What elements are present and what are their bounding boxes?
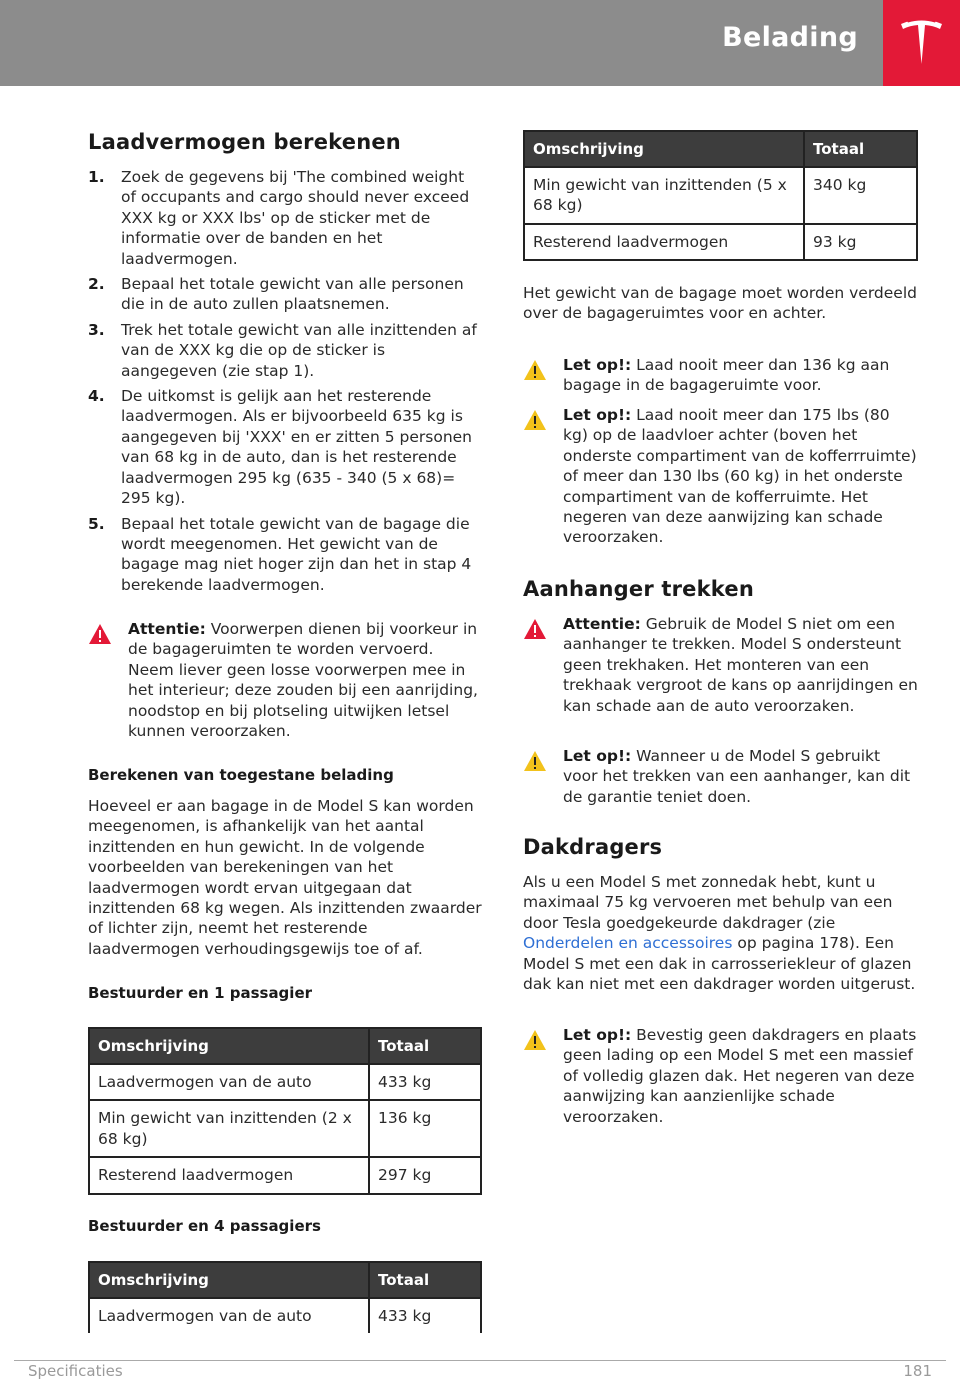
caution-note: Let op!: Bevestig geen dakdragers en plaats geen lading op een Model S met een massief of volledig glazen dak. Het negeren van deze aanwijzing kan aanzienlijke schade veroorzaken. xyxy=(523,1025,918,1127)
table-header: Totaal xyxy=(369,1262,481,1298)
table-header: Omschrijving xyxy=(89,1262,369,1298)
footer-divider xyxy=(14,1360,946,1361)
section-heading-aanhanger: Aanhanger trekken xyxy=(523,577,754,601)
table-cell: Laadvermogen van de auto xyxy=(89,1298,369,1333)
page-number: 181 xyxy=(903,1362,932,1380)
paragraph-dakdragers: Als u een Model S met zonnedak hebt, kunt u maximaal 75 kg vervoeren met behulp van een door Tesla goedgekeurde dakdrager (zie Onderdelen en accessoires op pagina 178). Een Model S met een dak in carrosseriekleur of glazen dak kan niet met een dakdrager worden uitgerust. xyxy=(523,873,916,994)
footer-section: Specificaties xyxy=(28,1362,123,1380)
table-cell: 433 kg xyxy=(369,1064,481,1100)
page-title: Belading xyxy=(722,22,858,53)
tesla-logo-icon xyxy=(883,0,960,86)
table-cell: Min gewicht van inzittenden (2 x 68 kg) xyxy=(89,1100,369,1157)
table-row xyxy=(89,1157,481,1193)
table-bestuurder-1-passagier xyxy=(88,1027,482,1195)
table-cell: Resterend laadvermogen xyxy=(524,224,804,260)
table-header: Omschrijving xyxy=(89,1028,369,1064)
caution-icon xyxy=(523,359,547,381)
warning-icon xyxy=(523,618,547,640)
table-cell: 93 kg xyxy=(804,224,917,260)
paragraph-bagage-verdeling: Het gewicht van de bagage moet worden verdeeld over de bagageruimtes voor en achter. xyxy=(523,284,917,323)
table-cell: Resterend laadvermogen xyxy=(89,1157,369,1193)
table-header: Omschrijving xyxy=(524,131,804,167)
warning-icon xyxy=(88,623,112,645)
table-row xyxy=(524,167,917,224)
table-cell: 136 kg xyxy=(369,1100,481,1157)
table-bestuurder-4-passagiers-continued xyxy=(523,130,918,261)
table-cell: 433 kg xyxy=(369,1298,481,1333)
table-row xyxy=(89,1298,481,1333)
warning-note: Attentie: Voorwerpen dienen bij voorkeur in de bagageruimten te worden vervoerd. Neem liever geen losse voorwerpen mee in het interieur; deze zouden bij een aanrijding, noodstop en bij plotseling uitwijken letsel kunnen veroorzaken. xyxy=(88,619,482,741)
table-cell: 340 kg xyxy=(804,167,917,224)
page-header xyxy=(0,0,960,86)
list-item: 4. De uitkomst is gelijk aan het resterende laadvermogen. Als er bijvoorbeeld 635 kg is aangegeven bij 'XXX' en er zitten 5 personen van 68 kg in de auto, dan is het resterende laadvermogen 295 kg (635 - 340 (5 x 68)= 295 kg). xyxy=(88,387,472,508)
table-cell: Laadvermogen van de auto xyxy=(89,1064,369,1100)
steps-list xyxy=(88,167,482,600)
table-cell: 297 kg xyxy=(369,1157,481,1193)
caution-icon xyxy=(523,750,547,772)
list-item: 3. Trek het totale gewicht van alle inzittenden af van de XXX kg die op de sticker is aangegeven (zie stap 1). xyxy=(88,320,477,380)
table-header: Totaal xyxy=(804,131,917,167)
caution-note: Let op!: Laad nooit meer dan 136 kg aan bagage in de bagageruimte voor. xyxy=(523,355,918,396)
caution-note: Let op!: Laad nooit meer dan 175 lbs (80 kg) op de laadvloer achter (boven het onderste compartiment van de kofferrruimte) of meer dan 130 lbs (60 kg) in het onderste compartiment van de kofferruimte. Het negeren van deze aanwijzing kan schade veroorzaken. xyxy=(523,405,918,548)
caution-icon xyxy=(523,409,547,431)
table-row xyxy=(524,224,917,260)
paragraph-belading: Hoeveel er aan bagage in de Model S kan worden meegenomen, is afhankelijk van het aantal inzittenden en hun gewicht. In de volgende voorbeelden van berekeningen van het laadvermogen wordt ervan uitgegaan dat inzittenden 68 kg wegen. Als inzittenden zwaarder of lichter zijn, neemt het resterende laadvermogen verhoudingsgewijs toe of af. xyxy=(88,797,482,958)
warning-note: Attentie: Gebruik de Model S niet om een aanhanger te trekken. Model S ondersteunt geen trekhaken. Het monteren van een trekhaak vergroot de kans op aanrijdingen en kan schade aan de auto veroorzaken. xyxy=(523,614,918,716)
list-item: 5. Bepaal het totale gewicht van de bagage die wordt meegenomen. Het gewicht van de bagage mag niet hoger zijn dan het in stap 4 berekende laadvermogen. xyxy=(88,514,472,594)
table-cell: Min gewicht van inzittenden (5 x 68 kg) xyxy=(524,167,804,224)
table1-title: Bestuurder en 1 passagier xyxy=(88,984,313,1002)
table-row xyxy=(89,1064,481,1100)
table-header: Totaal xyxy=(369,1028,481,1064)
sub-heading-toegestane-belading: Berekenen van toegestane belading xyxy=(88,766,394,784)
table-bestuurder-4-passagiers xyxy=(88,1261,482,1333)
section-heading-dakdragers: Dakdragers xyxy=(523,835,663,859)
list-item: 2. Bepaal het totale gewicht van alle personen die in de auto zullen plaatsnemen. xyxy=(88,275,464,314)
caution-note: Let op!: Wanneer u de Model S gebruikt voor het trekken van een aanhanger, kan dit de garantie teniet doen. xyxy=(523,746,918,807)
link-onderdelen-accessoires[interactable]: Onderdelen en accessoires xyxy=(523,934,733,953)
list-item: 1. Zoek de gegevens bij 'The combined weight of occupants and cargo should never exceed XXX kg or XXX lbs' op de sticker met de informatie over de banden en het laadvermogen. xyxy=(88,168,470,268)
table2-title: Bestuurder en 4 passagiers xyxy=(88,1217,321,1235)
caution-icon xyxy=(523,1029,547,1051)
section-heading-laadvermogen: Laadvermogen berekenen xyxy=(88,130,401,154)
table-row xyxy=(89,1100,481,1157)
